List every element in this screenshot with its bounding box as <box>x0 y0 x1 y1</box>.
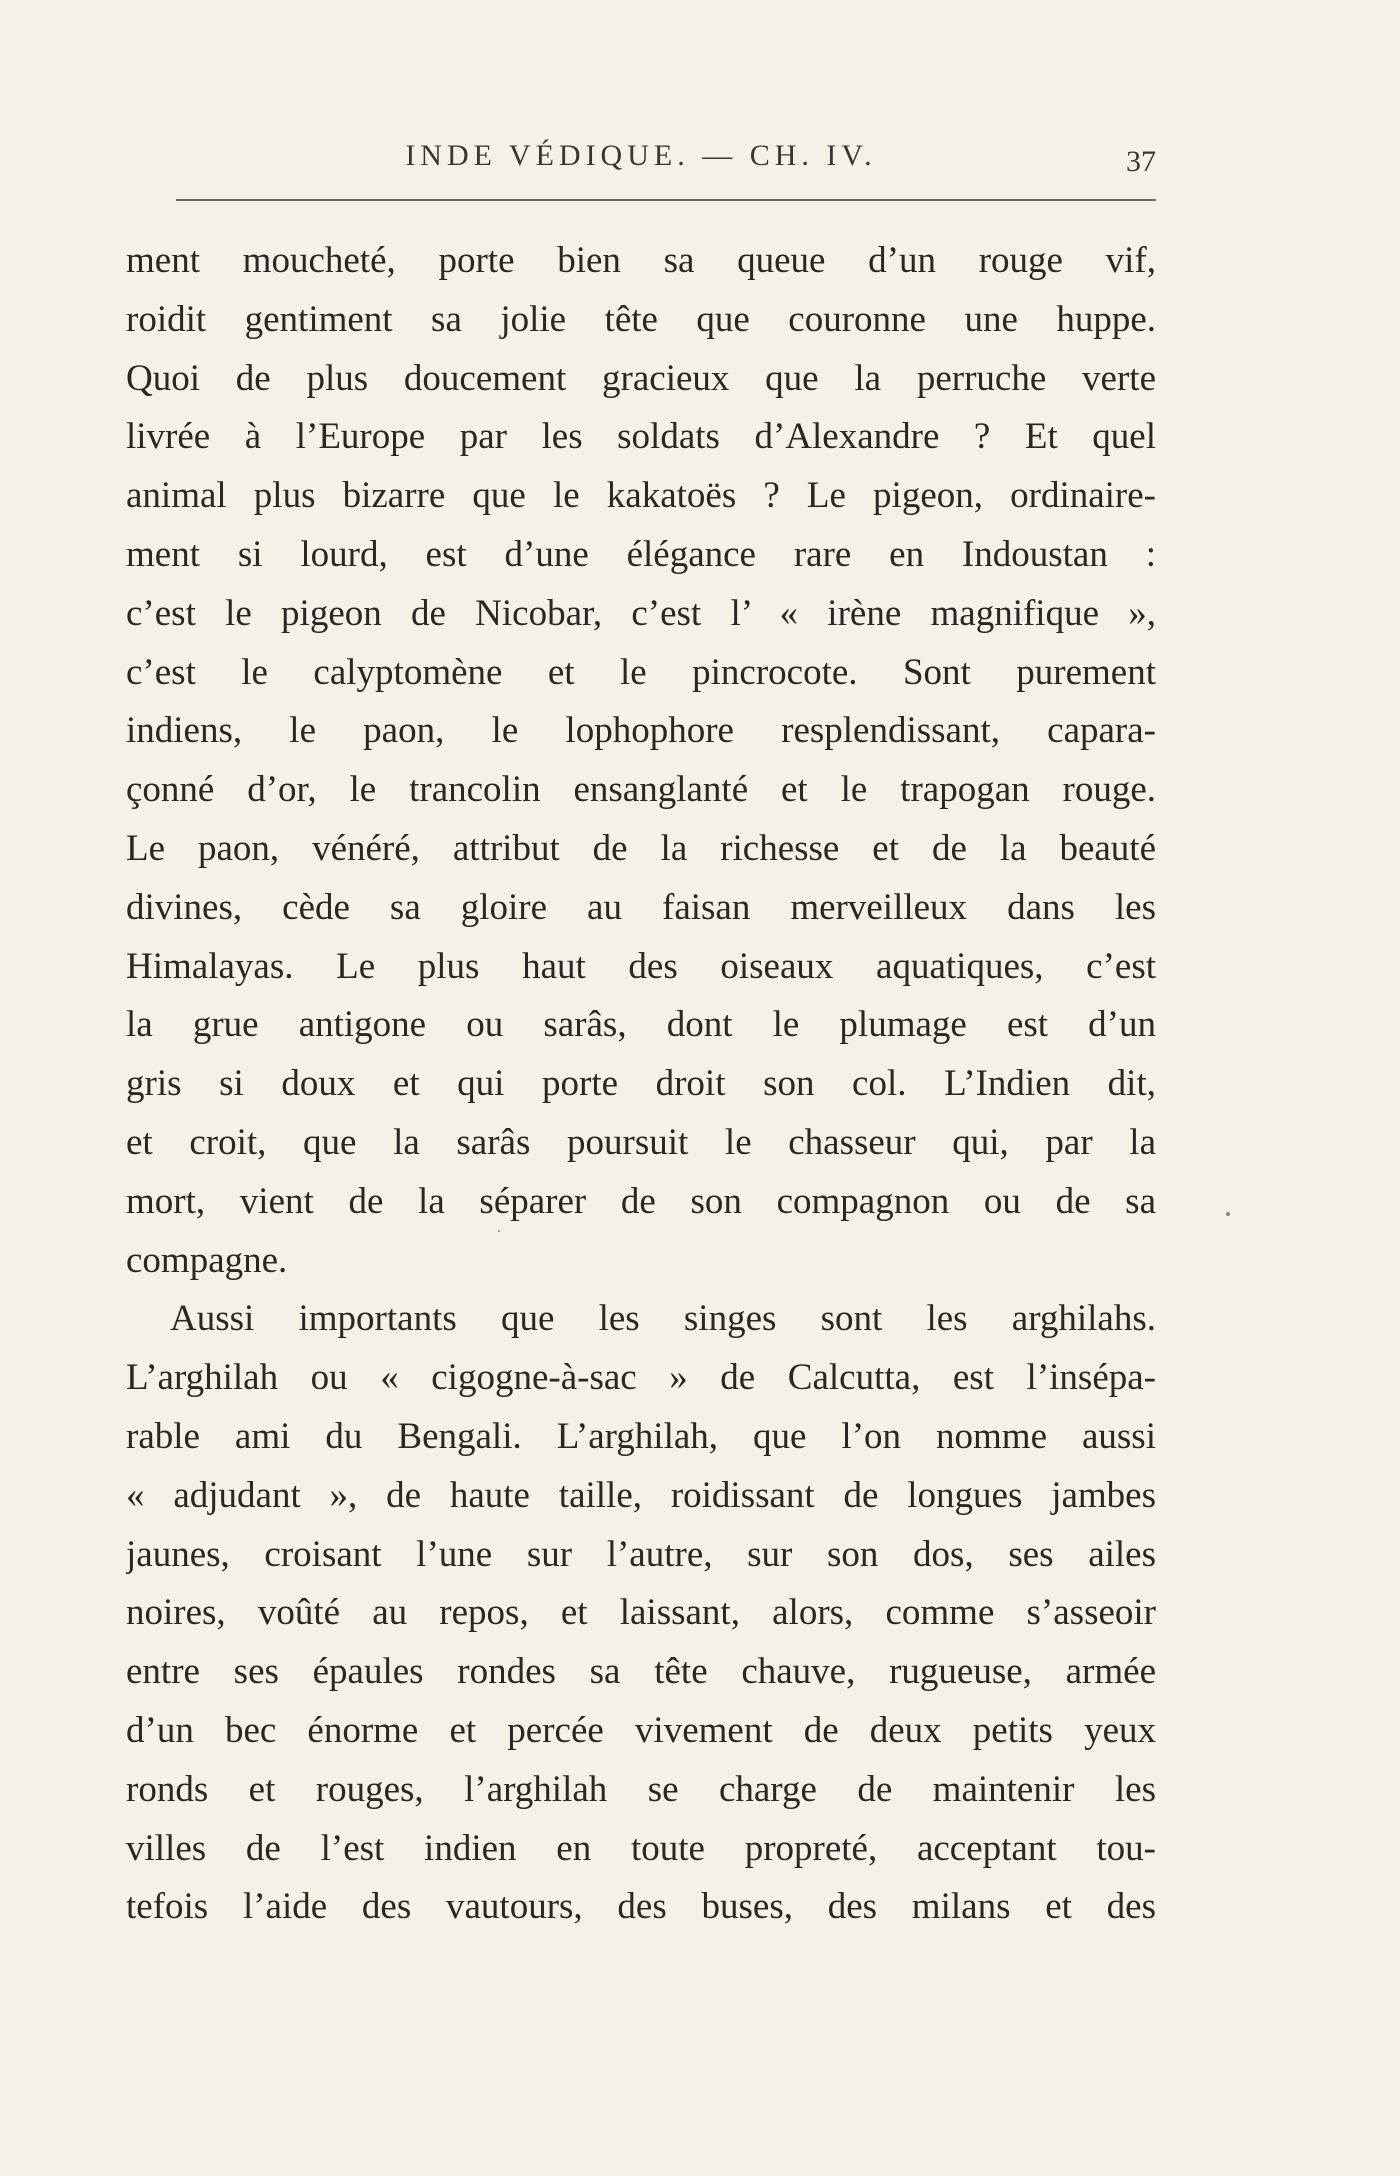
paper-speck <box>1226 1212 1230 1216</box>
page-number: 37 <box>1126 145 1156 178</box>
running-title: INDE VÉDIQUE. — CH. IV. <box>405 139 877 172</box>
text-line: ronds et rouges, l’arghilah se charge de maintenir les <box>126 1768 1156 1810</box>
paragraph-2 <box>126 1290 1156 1937</box>
running-head <box>126 136 1156 186</box>
text-line: jaunes, croisant l’une sur l’autre, sur son dos, ses ailes <box>126 1533 1156 1575</box>
text-line: d’un bec énorme et percée vivement de deux petits yeux <box>126 1709 1156 1751</box>
text-line: animal plus bizarre que le kakatoës ? Le pigeon, ordinaire- <box>126 475 1156 517</box>
text-line: « adjudant », de haute taille, roidissant de longues jambes <box>126 1474 1156 1516</box>
text-line: Le paon, vénéré, attribut de la richesse et de la beauté <box>126 827 1156 869</box>
text-line: la grue antigone ou sarâs, dont le plumage est d’un <box>126 1004 1156 1046</box>
text-line: indiens, le paon, le lophophore resplendissant, capara- <box>126 710 1156 752</box>
paragraph-1 <box>126 232 1156 1290</box>
paper-speck <box>498 1230 500 1232</box>
text-line: c’est le calyptomène et le pincrocote. Sont purement <box>126 651 1156 693</box>
text-line: gris si doux et qui porte droit son col. L’Indien dit, <box>126 1063 1156 1105</box>
text-line: entre ses épaules rondes sa tête chauve, rugueuse, armée <box>126 1651 1156 1693</box>
text-line: c’est le pigeon de Nicobar, c’est l’ « irène magnifique », <box>126 592 1156 634</box>
text-line: compagne. <box>126 1239 288 1281</box>
text-line: çonné d’or, le trancolin ensanglanté et le trapogan rouge. <box>126 769 1156 811</box>
text-line: noires, voûté au repos, et laissant, alors, comme s’asseoir <box>126 1592 1156 1634</box>
text-line: mort, vient de la séparer de son compagnon ou de sa <box>126 1180 1156 1222</box>
text-line: villes de l’est indien en toute propreté, acceptant tou- <box>126 1827 1156 1869</box>
body-text <box>126 232 1156 1937</box>
text-line: tefois l’aide des vautours, des buses, des milans et des <box>126 1886 1156 1928</box>
text-line: L’arghilah ou « cigogne-à-sac » de Calcutta, est l’insépa- <box>126 1357 1156 1399</box>
text-line: livrée à l’Europe par les soldats d’Alexandre ? Et quel <box>126 416 1156 458</box>
text-line: roidit gentiment sa jolie tête que couronne une huppe. <box>126 298 1156 340</box>
text-line: et croit, que la sarâs poursuit le chasseur qui, par la <box>126 1121 1156 1163</box>
text-line: rable ami du Bengali. L’arghilah, que l’on nomme aussi <box>126 1415 1156 1457</box>
text-line: Aussi importants que les singes sont les arghilahs. <box>170 1298 1156 1340</box>
text-line: divines, cède sa gloire au faisan merveilleux dans les <box>126 886 1156 928</box>
text-line: Quoi de plus doucement gracieux que la perruche verte <box>126 357 1156 399</box>
header-rule <box>176 199 1156 201</box>
text-line: ment si lourd, est d’une élégance rare en Indoustan : <box>126 533 1156 575</box>
text-line: ment moucheté, porte bien sa queue d’un rouge vif, <box>126 240 1156 281</box>
text-line: Himalayas. Le plus haut des oiseaux aquatiques, c’est <box>126 945 1156 987</box>
